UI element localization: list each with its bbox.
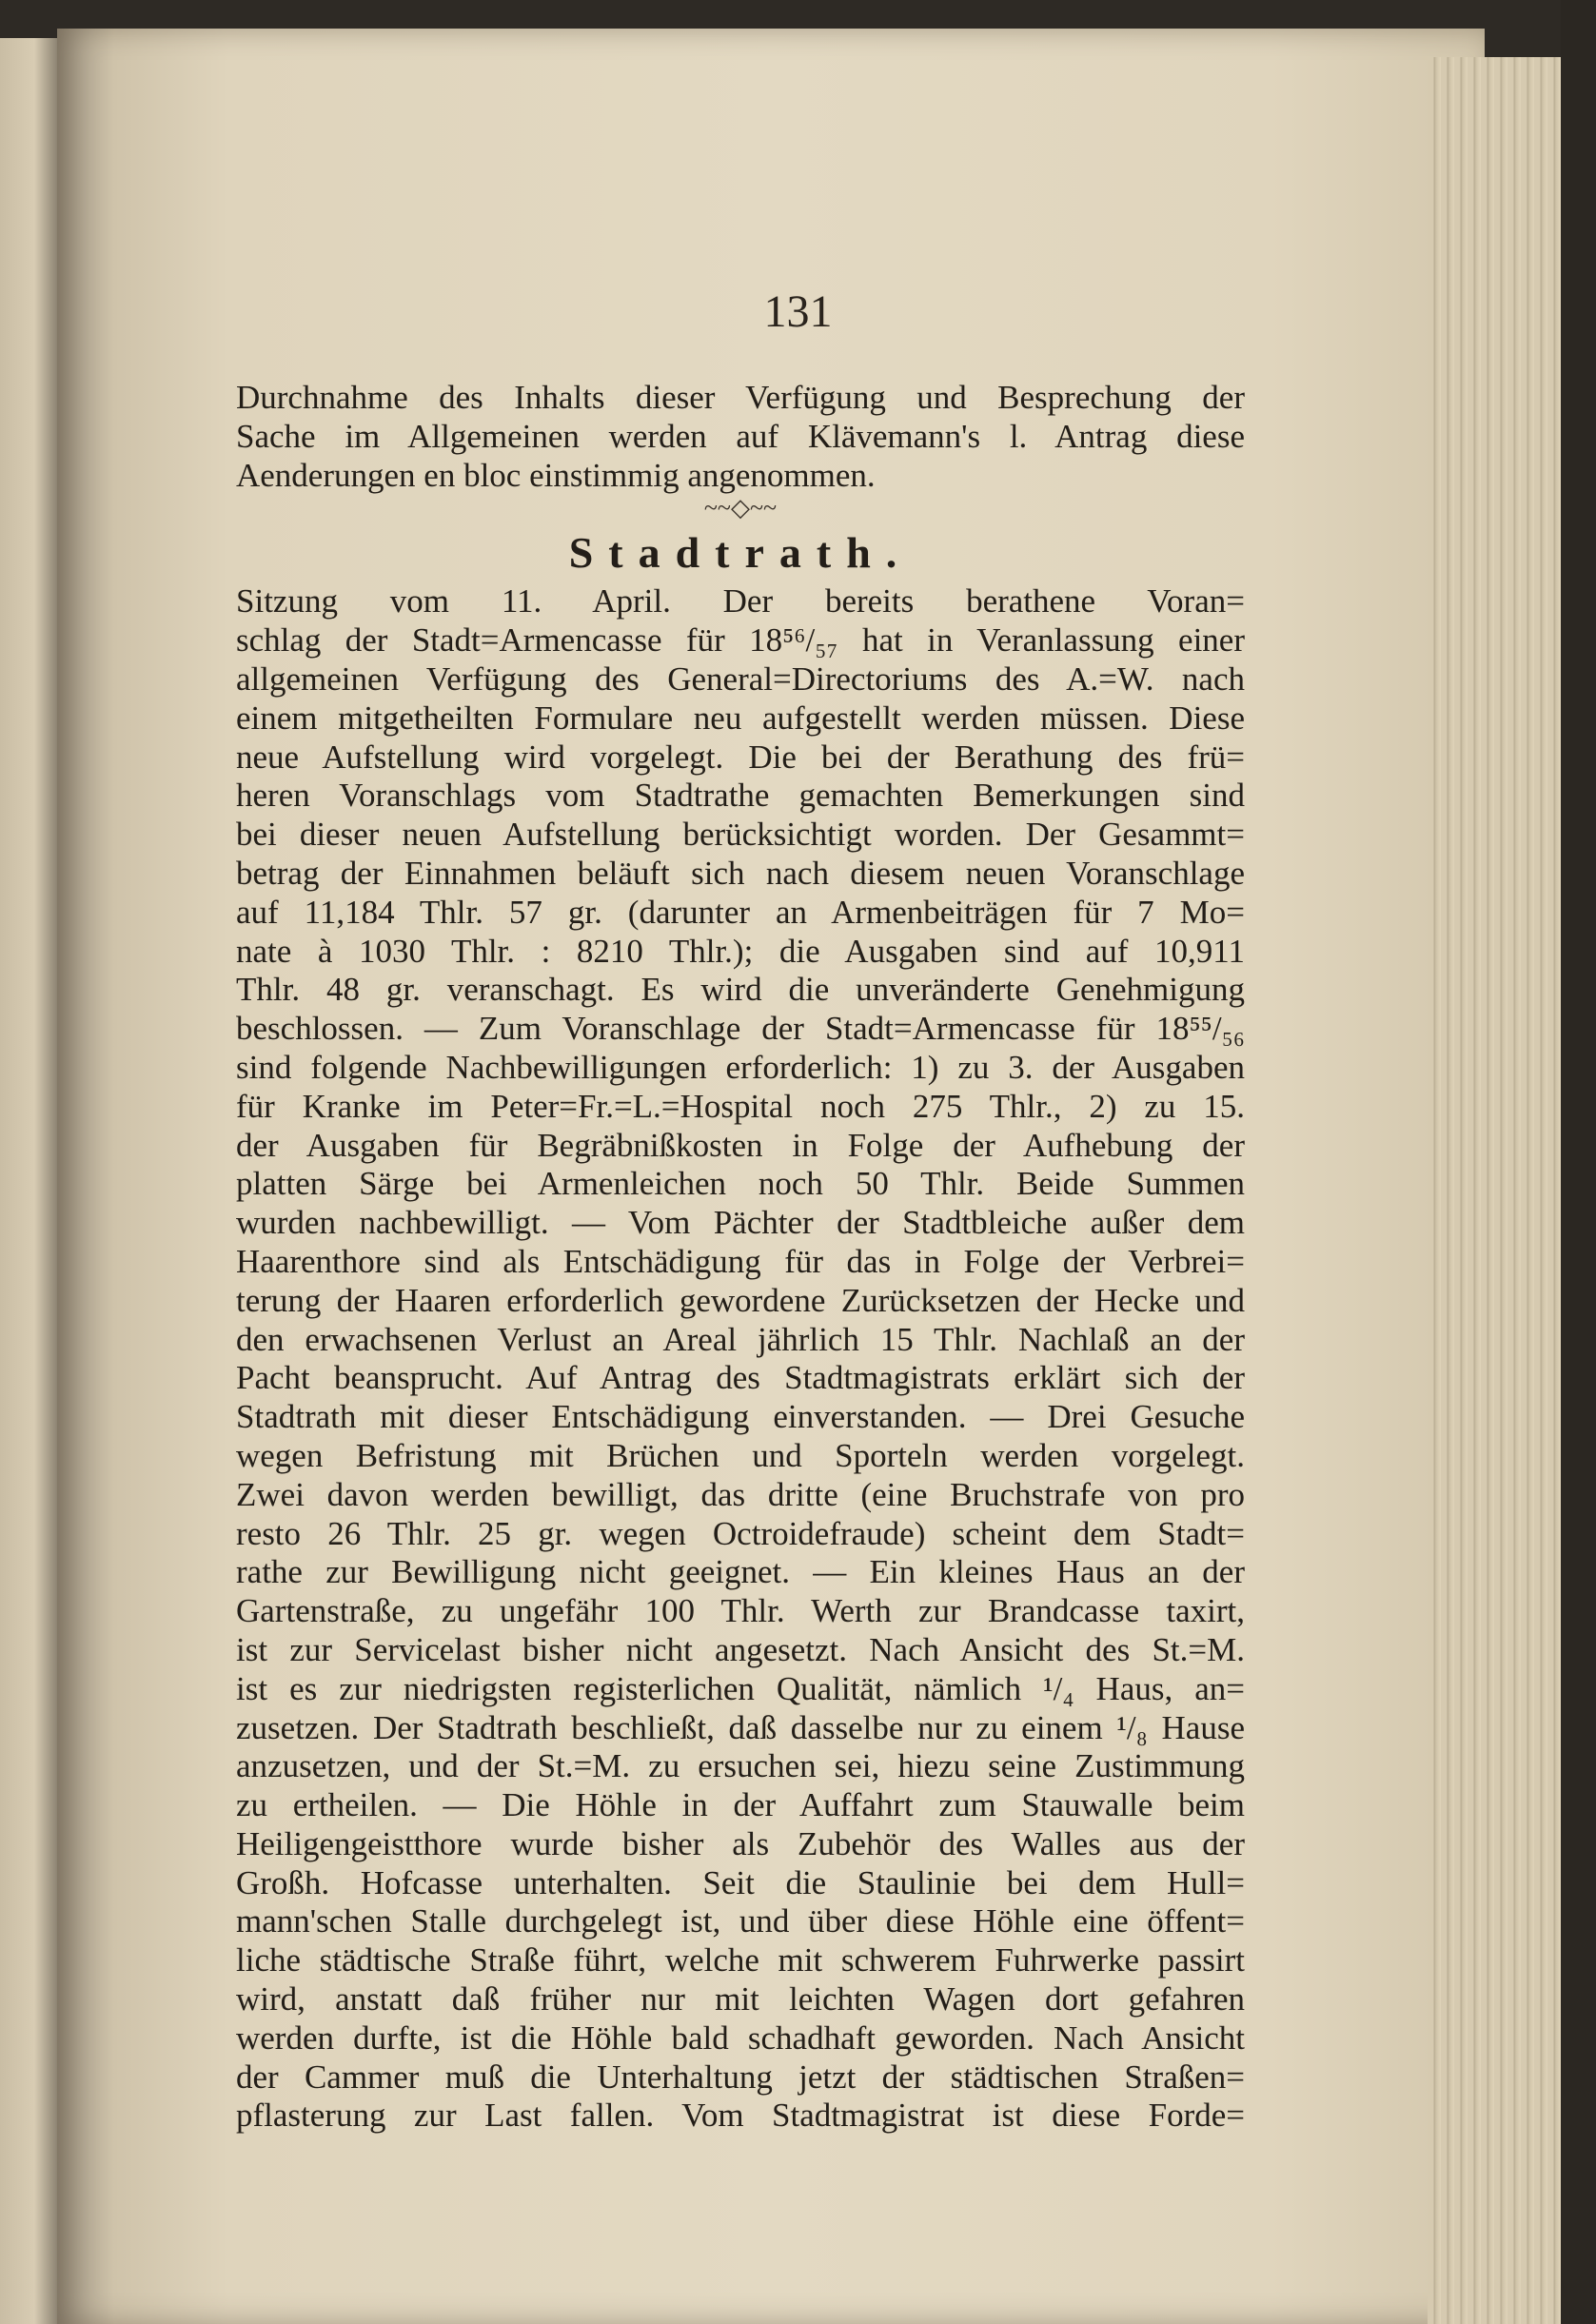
text-line: Thlr. 48 gr. veranschagt. Es wird die unveränderte Genehmigung xyxy=(236,971,1245,1009)
text-line: wegen Befristung mit Brüchen und Sporteln werden vorgelegt. xyxy=(236,1436,1245,1474)
text-line: Großh. Hofcasse unterhalten. Seit die Staulinie bei dem Hull= xyxy=(236,1863,1245,1901)
text-line: Sitzung vom 11. April. Der bereits berathene Voran= xyxy=(236,582,1245,620)
text-line: mann'schen Stalle durchgelegt ist, und über diese Höhle eine öffent= xyxy=(236,1902,1245,1940)
text-line: für Kranke im Peter=Fr.=L.=Hospital noch 275 Thlr., 2) zu 15. xyxy=(236,1087,1245,1125)
text-line: resto 26 Thlr. 25 gr. wegen Octroidefraude) scheint dem Stadt= xyxy=(236,1514,1245,1552)
section-ornament: ~~◇~~ xyxy=(703,494,778,522)
text-line: Gartenstraße, zu ungefähr 100 Thlr. Werth zur Brandcasse taxirt, xyxy=(236,1592,1245,1630)
text-line: sind folgende Nachbewilligungen erforderlich: 1) zu 3. der Ausgaben xyxy=(236,1048,1245,1086)
text-line: liche städtische Straße führt, welche mit schwerem Fuhrwerke passirt xyxy=(236,1941,1245,1979)
text-line: platten Särge bei Armenleichen noch 50 Thlr. Beide Summen xyxy=(236,1165,1245,1203)
text-line: rathe zur Bewilligung nicht geeignet. — Ein kleines Haus an der xyxy=(236,1553,1245,1591)
text-line: anzusetzen, und der St.=M. zu ersuchen sei, hiezu seine Zustimmung xyxy=(236,1747,1245,1785)
text-line: Heiligengeistthore wurde bisher als Zubehör des Walles aus der xyxy=(236,1824,1245,1862)
text-line: zusetzen. Der Stadtrath beschließt, daß dasselbe nur zu einem ¹/₈ Hause xyxy=(236,1708,1245,1746)
text-line: beschlossen. — Zum Voranschlage der Stadt=Armencasse für 18⁵⁵/₅₆ xyxy=(236,1010,1245,1048)
facing-page-edge xyxy=(0,38,57,2324)
scan-border xyxy=(1561,0,1596,2324)
page-number: 131 xyxy=(763,286,833,337)
text-line: werden durfte, ist die Höhle bald schadhaft geworden. Nach Ansicht xyxy=(236,2019,1245,2057)
text-line: bei dieser neuen Aufstellung berücksichtigt worden. Der Gesammt= xyxy=(236,816,1245,854)
text-line: pflasterung zur Last fallen. Vom Stadtmagistrat ist diese Forde= xyxy=(236,2097,1245,2135)
text-line: ist es zur niedrigsten registerlichen Qualität, nämlich ¹/₄ Haus, an= xyxy=(236,1669,1245,1707)
text-line: zu ertheilen. — Die Höhle in der Auffahrt zum Stauwalle beim xyxy=(236,1786,1245,1824)
paragraph-session xyxy=(236,582,1245,2136)
text-line: betrag der Einnahmen beläuft sich nach diesem neuen Voranschlage xyxy=(236,854,1245,892)
body-text xyxy=(236,379,1245,2136)
text-line: auf 11,184 Thlr. 57 gr. (darunter an Armenbeiträgen für 7 Mo= xyxy=(236,893,1245,931)
text-line: den erwachsenen Verlust an Areal jährlich 15 Thlr. Nachlaß an der xyxy=(236,1320,1245,1358)
text-line: terung der Haaren erforderlich gewordene Zurücksetzen der Hecke und xyxy=(236,1281,1245,1319)
text-line: heren Voranschlags vom Stadtrathe gemachten Bemerkungen sind xyxy=(236,777,1245,815)
text-line: Stadtrath mit dieser Entschädigung einverstanden. — Drei Gesuche xyxy=(236,1398,1245,1436)
text-line: Pacht beansprucht. Auf Antrag des Stadtmagistrats erklärt sich der xyxy=(236,1359,1245,1397)
text-line: ist zur Servicelast bisher nicht angesetzt. Nach Ansicht des St.=M. xyxy=(236,1630,1245,1668)
text-line: Aenderungen en bloc einstimmig angenommen. xyxy=(236,456,876,494)
text-line: einem mitgetheilten Formulare neu aufgestellt werden müssen. Diese xyxy=(236,699,1245,737)
text-line: Sache im Allgemeinen werden auf Klävemann's l. Antrag diese xyxy=(236,417,1245,455)
text-line: Haarenthore sind als Entschädigung für das in Folge der Verbrei= xyxy=(236,1242,1245,1280)
text-line: schlag der Stadt=Armencasse für 18⁵⁶/₅₇ hat in Veranlassung einer xyxy=(236,621,1245,660)
text-line: Zwei davon werden bewilligt, das dritte (eine Bruchstrafe von pro xyxy=(236,1475,1245,1513)
text-line: der Cammer muß die Unterhaltung jetzt der städtischen Straßen= xyxy=(236,2058,1245,2096)
text-line: Durchnahme des Inhalts dieser Verfügung und Besprechung der xyxy=(236,379,1245,416)
text-line: wird, anstatt daß früher nur mit leichten Wagen dort gefahren xyxy=(236,1980,1245,2019)
text-line: wurden nachbewilligt. — Vom Pächter der Stadtbleiche außer dem xyxy=(236,1204,1245,1242)
text-line: der Ausgaben für Begräbnißkosten in Folge der Aufhebung der xyxy=(236,1126,1245,1164)
text-line: nate à 1030 Thlr. : 8210 Thlr.); die Ausgaben sind auf 10,911 xyxy=(236,932,1245,970)
paragraph-intro xyxy=(236,379,1245,495)
section-heading: Stadtrath. xyxy=(568,528,913,578)
text-line: allgemeinen Verfügung des General=Directoriums des A.=W. nach xyxy=(236,660,1245,698)
text-line: neue Aufstellung wird vorgelegt. Die bei der Berathung des frü= xyxy=(236,738,1245,776)
